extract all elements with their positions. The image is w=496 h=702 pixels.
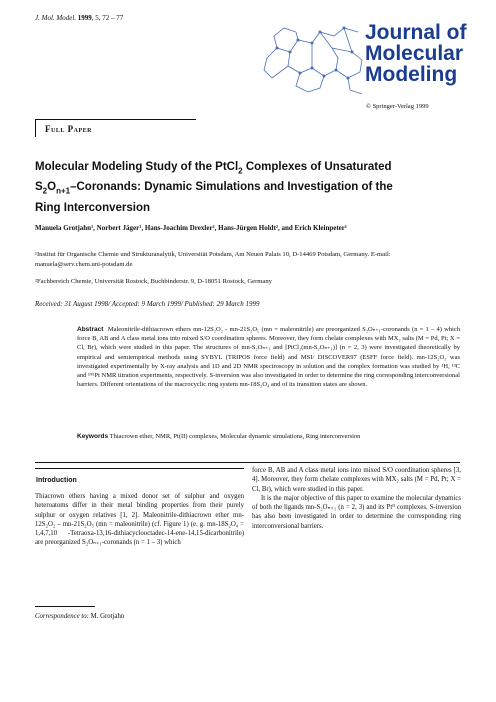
keywords-label: Keywords <box>77 433 109 440</box>
journal-name-line: Molecular <box>365 42 464 65</box>
divider <box>35 462 460 463</box>
abstract <box>77 325 460 389</box>
paragraph: It is the major objective of this paper to examine the molecular dynamics of both the ligands mn-S₂Oₙ₊₁ (n = 2, 3) and its Ptᴵᴵ complexes. S-inversion has also been investigated in order to determine the corresponding ring interconversional barriers. <box>252 494 461 530</box>
paragraph: Thiacrown ethers having a mixed donor set of sulphur and oxygen heteroatoms differ in their metal binding properties from their purely sulphur or oxygen relatives [1, 2]. Maleonitrile-dithiacrown ether mn-12S₂O₂ – mn-21S₂O₅ (mn = maleonitrile) (cf. Figure 1) (e. g. mn-18S₂O₄ = 1,4,7,10 -Tetraoxa-13,16-dithiacyclooctadec-14-ene-14,15-dicarbonitrile) are preorganized S₂Oₙ₊₁-coronands (n = 1 – 3) which <box>35 493 244 547</box>
journal-name-line: Journal of <box>365 21 467 44</box>
affiliation: ²Fachbereich Chemie, Universität Rostock, Buchbinderstr. 9, D-18051 Rostock, Germany <box>35 278 272 285</box>
abstract-label: Abstract <box>77 326 104 333</box>
keywords <box>77 433 460 440</box>
copyright: © Springer-Verlag 1999 <box>366 103 429 110</box>
intro-column-1 <box>35 492 244 548</box>
footnote-rule <box>35 606 95 607</box>
molecule-logo-icon <box>262 18 372 98</box>
journal-name <box>365 22 467 85</box>
affiliation: ¹Institut für Organische Chemie und Strukturanalytik, Universität Potsdam, Am Neuen Palais 10, D-14469 Potsdam, Germany. E-mail: manuela@serv.chem.uni-potsdam.de <box>35 251 391 268</box>
section-label: Full Paper <box>45 124 92 134</box>
keywords-text: Thiacrown ether, NMR, Pt(II) complexes, Molecular dynamic simulations, Ring interconversion <box>109 433 361 440</box>
paper-title: Molecular Modeling Study of the PtCl$_2$ Complexes of Unsaturated $S_2O_{n+1}$–Coronands: Dynamic Simulations and Investigation of the Ring Interconversion <box>35 161 393 214</box>
abstract-text: Maleonitrile-dithiacrown ethers mn-12S₂O₂ - mn-21S₂O₅ (mn = maleonitrile) are preorganized S₂Oₙ₊₁-coronands (n = 1 – 4) which force B, AB and A class metal ions into mixed S/O coordination spheres. Moreover, they form chelate complexes with MX₂ salts (M = Pd, Pt; X = Cl, Br), which were studied in this paper. The structures of mn-S₂Oₙ₊₁ and [PtCl₂(mn-S₂Oₙ₊₁)] (n = 2, 3) were investigated theoretically by empirical and semiempirical methods using SYBYL (TRIPOS force field) and MSI/ DISCOVER97 (ESFF force field). mn-12S₂O₂ was investigated experimentally by X-ray analysis and 1D and 2D NMR spectroscopy in solution and the complex formation was studied by ¹H, ¹³C and ¹⁹⁵Pt NMR titration experiments, respectively. S-inversion was also investigated in order to determine the ring corresponding interconversional barriers. Different orientations of the macrocyclic ring system mn-18S₂O₄ and of its transition states are shown. <box>77 326 461 389</box>
journal-name-line: Modeling <box>365 63 458 86</box>
section-heading: Introduction <box>36 477 77 484</box>
publication-dates: Received: 31 August 1998/ Accepted: 9 March 1999/ Published: 29 March 1999 <box>35 300 260 308</box>
citation: J. Mol. Model. 1999, 5, 72 – 77 <box>35 14 124 22</box>
correspondence-footnote: Correspondence to: M. Grotjahn <box>35 613 125 620</box>
paragraph: force B, AB and A class metal ions into mixed S/O coordination spheres [3, 4]. Moreover, they form chelate complexes with MX₂ salts (M = Pd, Pt; X = Cl, Br), which were studied in this paper. <box>252 467 461 493</box>
authors: Manuela Grotjahn¹, Norbert Jäger¹, Hans-Joachim Drexler², Hans-Jürgen Holdt², and Erich Kleinpeter¹ <box>35 224 347 232</box>
intro-column-2 <box>252 466 461 531</box>
